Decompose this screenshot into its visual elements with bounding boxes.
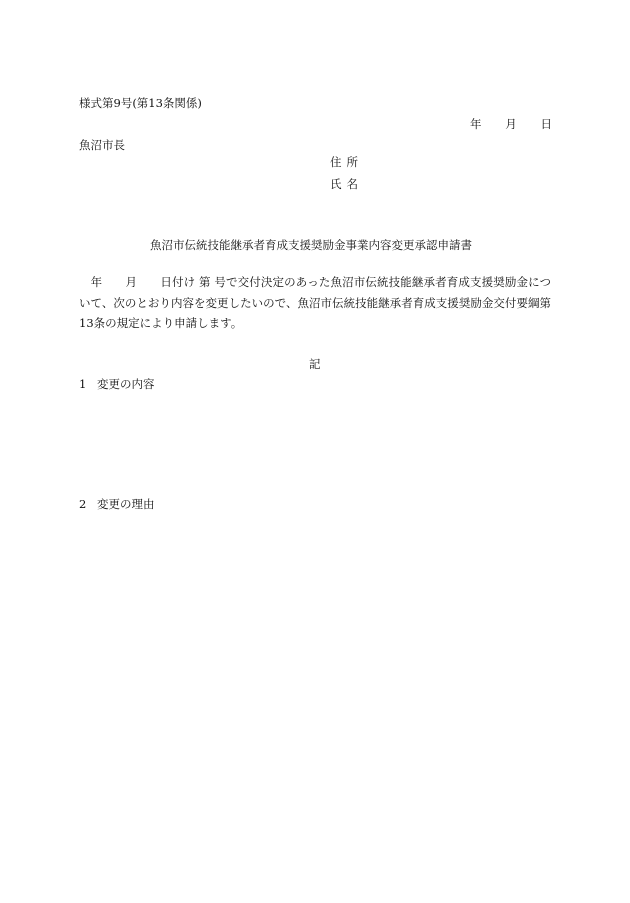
ki-heading: 記 — [309, 357, 321, 371]
item-label: 変更の理由 — [97, 497, 155, 511]
document-title: 魚沼市伝統技能継承者育成支援奨励金事業内容変更承認申請書 — [150, 238, 472, 252]
item-number: 2 — [79, 497, 87, 511]
name-label-char-1: 氏 — [330, 177, 342, 191]
item-label: 変更の内容 — [97, 377, 155, 391]
name-label — [330, 177, 358, 192]
item-number: 1 — [79, 377, 87, 391]
recipient: 魚沼市長 — [79, 138, 125, 152]
application-date — [470, 117, 552, 132]
date-month: 月 — [505, 117, 517, 131]
item-change-content — [79, 377, 155, 392]
address-label-char-1: 住 — [330, 155, 342, 169]
address-label — [330, 155, 358, 170]
address-label-char-2: 所 — [346, 155, 358, 169]
body-paragraph: 年 月 日付け 第 号で交付決定のあった魚沼市伝統技能継承者育成支援奨励金について、次のとおり内容を変更したいので、魚沼市伝統技能継承者育成支援奨励金交付要綱第13条の規定により申請します。 — [79, 275, 551, 330]
date-year: 年 — [470, 117, 482, 131]
date-day: 日 — [540, 117, 552, 131]
form-number: 様式第9号(第13条関係) — [79, 96, 202, 110]
item-change-reason — [79, 497, 155, 512]
name-label-char-2: 名 — [346, 177, 358, 191]
